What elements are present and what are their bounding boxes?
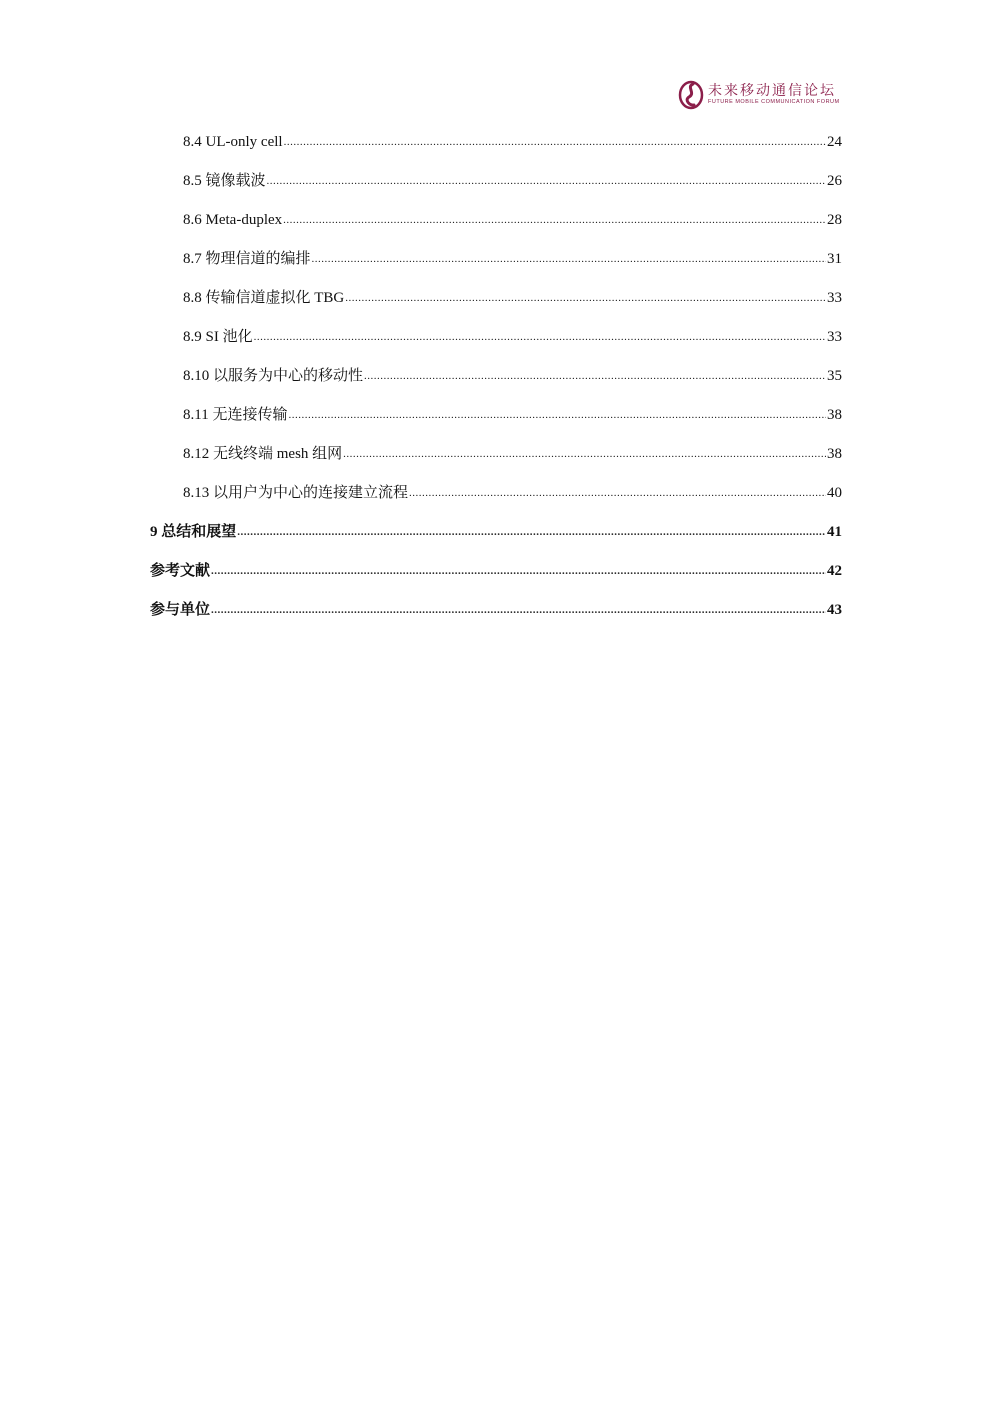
logo-chinese-text: 未来移动通信论坛 xyxy=(708,83,836,99)
toc-entry-title: 8.6 Meta-duplex xyxy=(183,212,283,228)
toc-entry[interactable] xyxy=(183,209,842,231)
toc-entry[interactable] xyxy=(183,248,842,270)
toc-leader-dots xyxy=(343,443,826,465)
toc-leader-dots xyxy=(211,560,826,582)
logo-english-text: FUTURE MOBILE COMMUNICATION FORUM xyxy=(708,99,840,105)
toc-leader-dots xyxy=(211,599,826,621)
toc-entry-title: 参考文献 xyxy=(150,563,211,579)
toc-entry-title: 8.12 无线终端 mesh 组网 xyxy=(183,446,343,462)
toc-entry-page: 33 xyxy=(827,290,842,306)
toc-entry[interactable] xyxy=(183,365,842,387)
toc-leader-dots xyxy=(312,248,826,270)
toc-entry-title: 8.13 以用户为中心的连接建立流程 xyxy=(183,485,409,501)
toc-entry-page: 33 xyxy=(827,329,842,345)
toc-entry-page: 35 xyxy=(827,368,842,384)
toc-leader-dots xyxy=(284,131,826,153)
toc-leader-dots xyxy=(237,521,826,543)
toc-entry-page: 43 xyxy=(827,602,842,618)
toc-entry[interactable] xyxy=(183,170,842,192)
toc-entry-title: 8.11 无连接传输 xyxy=(183,407,288,423)
toc-chapter-entry[interactable] xyxy=(150,599,842,621)
toc-leader-dots xyxy=(364,365,826,387)
toc-entry-page: 26 xyxy=(827,173,842,189)
toc-leader-dots xyxy=(409,482,826,504)
toc-entry-title: 8.7 物理信道的编排 xyxy=(183,251,311,267)
toc-entry[interactable] xyxy=(183,482,842,504)
toc-entry-page: 31 xyxy=(827,251,842,267)
forum-logo-icon xyxy=(678,78,706,112)
toc-entry-page: 28 xyxy=(827,212,842,228)
toc-entry-page: 38 xyxy=(827,446,842,462)
toc-entry[interactable] xyxy=(183,404,842,426)
toc-entry-page: 40 xyxy=(827,485,842,501)
toc-entry-title: 参与单位 xyxy=(150,602,211,618)
toc-entry[interactable] xyxy=(183,287,842,309)
toc-entry-page: 41 xyxy=(827,524,842,540)
toc-leader-dots xyxy=(288,404,826,426)
toc-entry-page: 42 xyxy=(827,563,842,579)
forum-logo xyxy=(678,78,840,112)
toc-leader-dots xyxy=(345,287,826,309)
toc-entry[interactable] xyxy=(183,326,842,348)
toc-entry[interactable] xyxy=(183,443,842,465)
toc-chapter-entry[interactable] xyxy=(150,560,842,582)
toc-entry-title: 8.8 传输信道虚拟化 TBG xyxy=(183,290,345,306)
toc-entry-title: 8.5 镜像载波 xyxy=(183,173,266,189)
toc-entry-title: 8.10 以服务为中心的移动性 xyxy=(183,368,364,384)
toc-entry[interactable] xyxy=(183,131,842,153)
toc-entry-title: 9 总结和展望 xyxy=(150,524,237,540)
toc-chapter-entry[interactable] xyxy=(150,521,842,543)
toc-entry-title: 8.4 UL-only cell xyxy=(183,134,283,150)
toc-leader-dots xyxy=(254,326,826,348)
toc-entry-title: 8.9 SI 池化 xyxy=(183,329,253,345)
toc-entry-page: 38 xyxy=(827,407,842,423)
toc-entry-page: 24 xyxy=(827,134,842,150)
toc-leader-dots xyxy=(267,170,826,192)
toc-leader-dots xyxy=(283,209,826,231)
